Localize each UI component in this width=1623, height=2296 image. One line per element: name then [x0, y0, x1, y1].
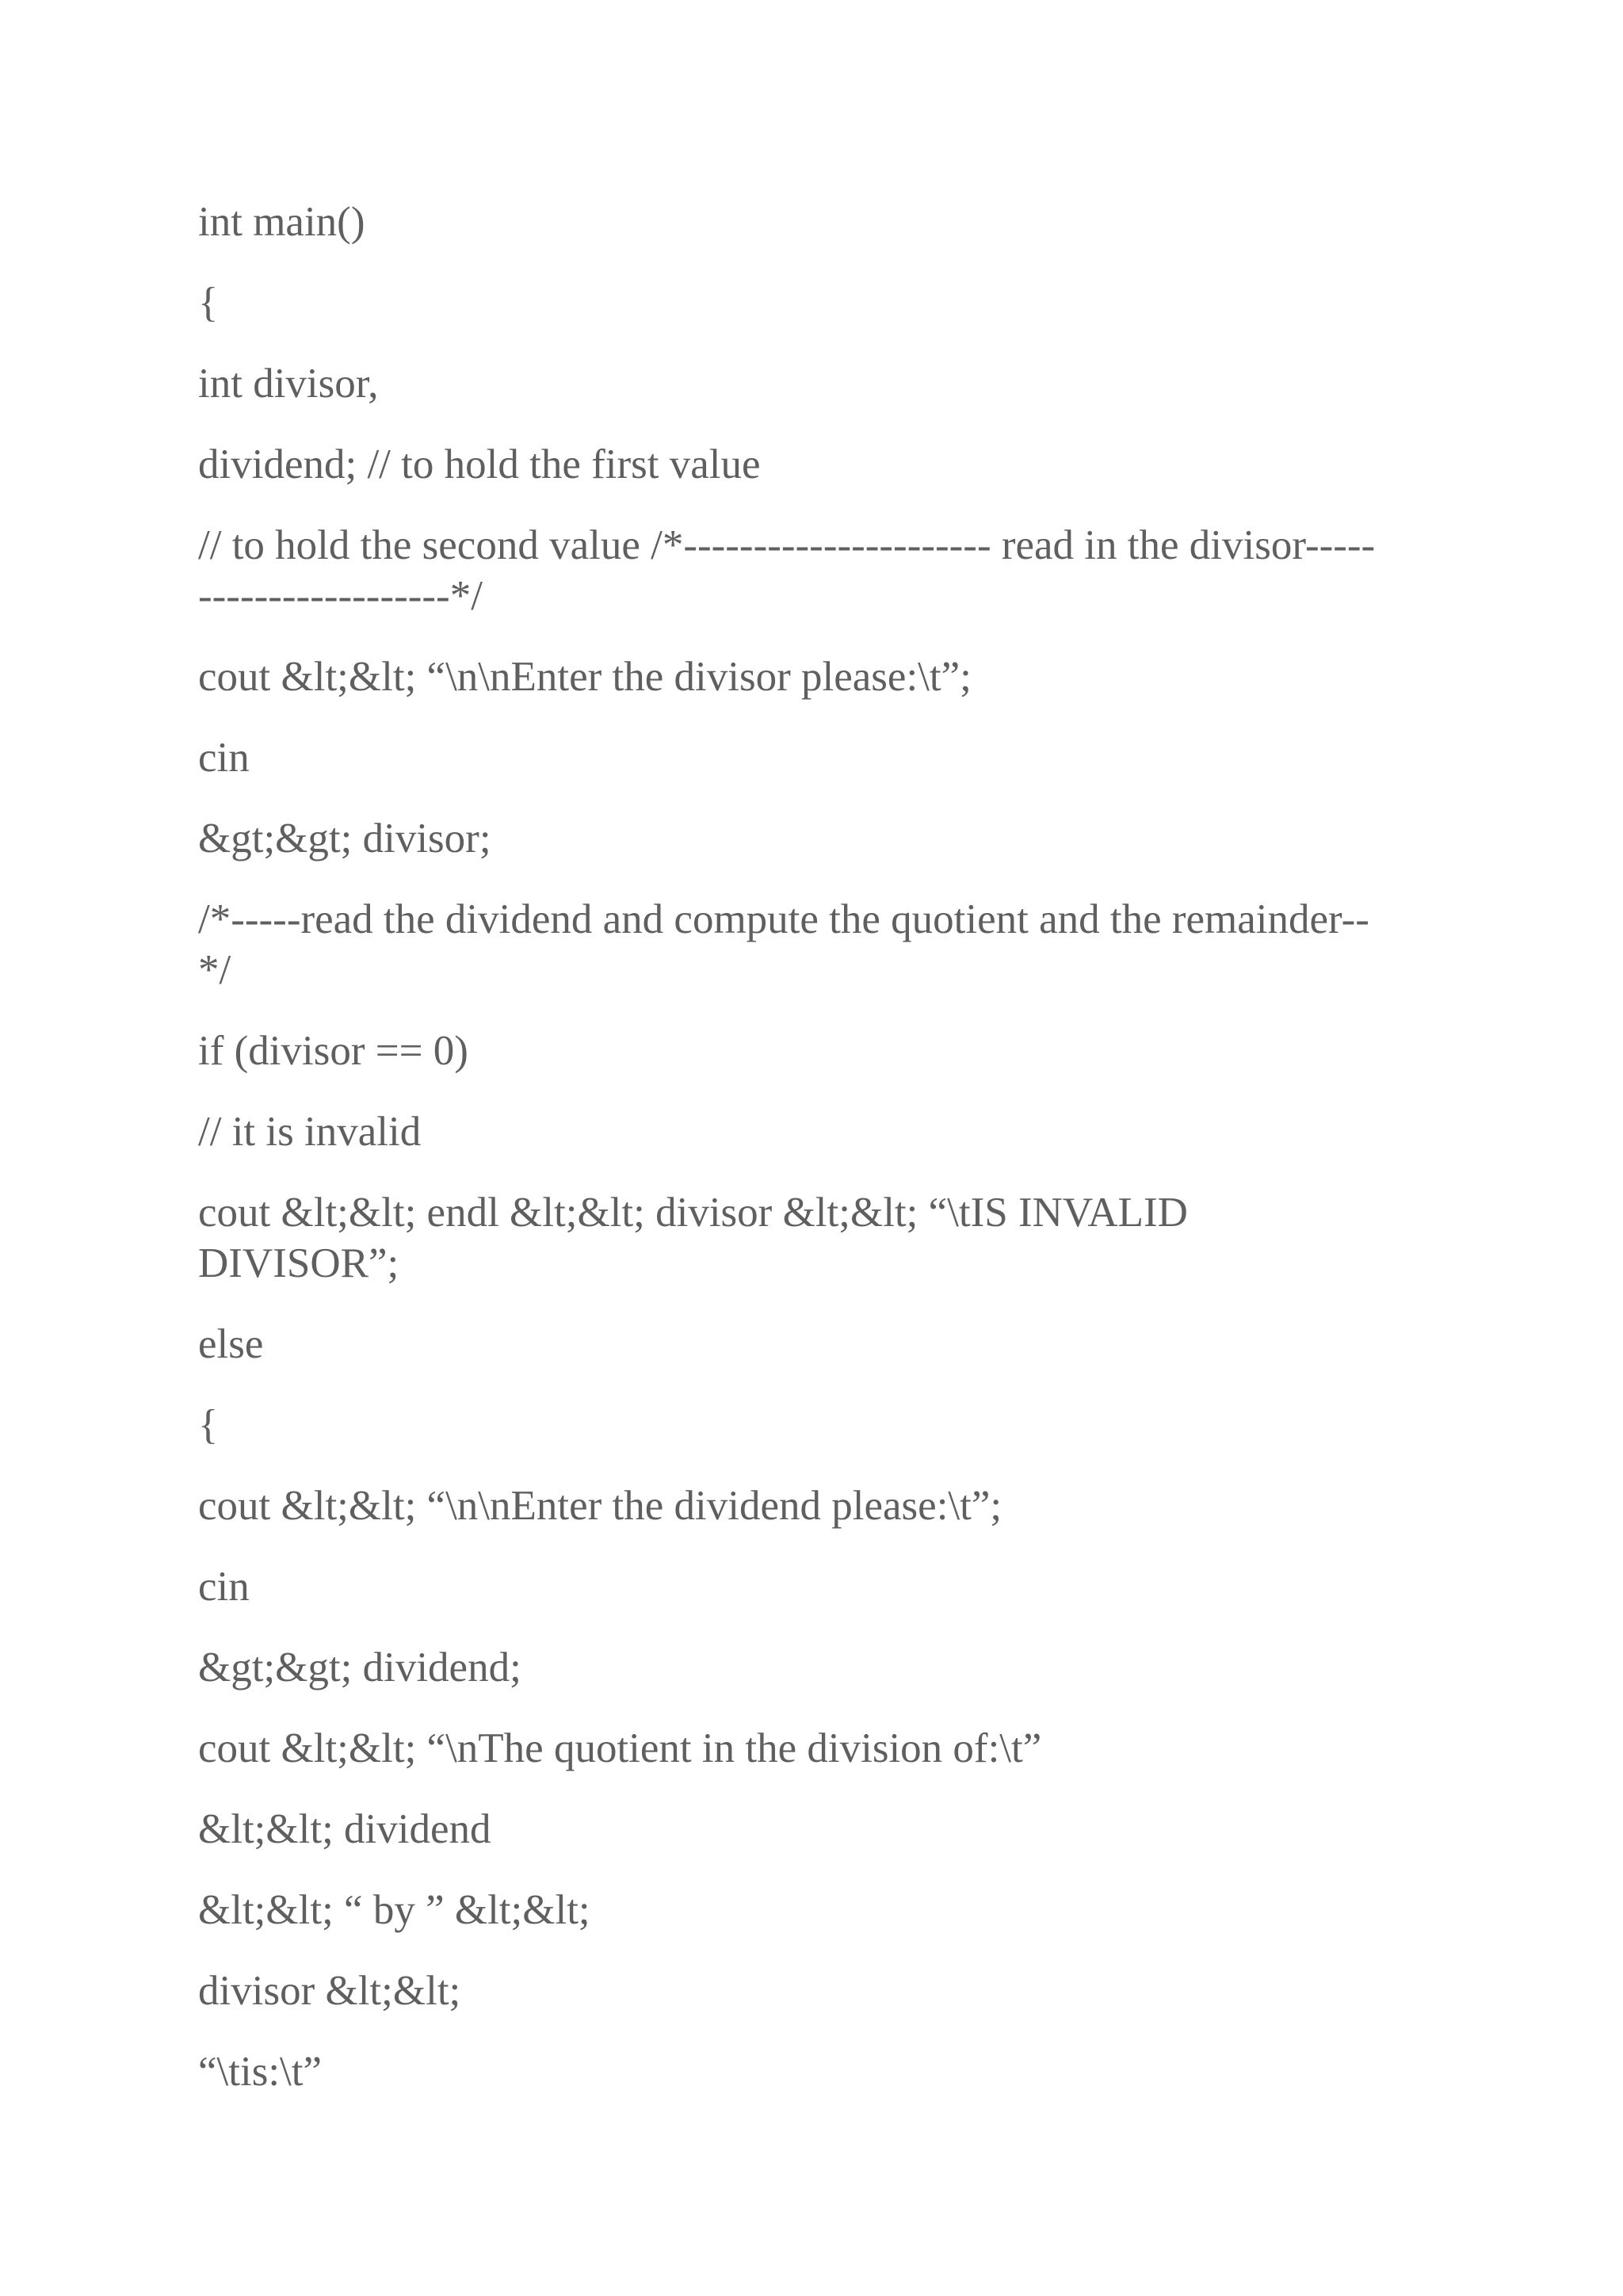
code-line: cin	[198, 1564, 250, 1610]
code-line: “\tis:\t”	[198, 2049, 323, 2095]
code-line: int divisor,	[198, 361, 379, 407]
code-line: else	[198, 1321, 264, 1367]
code-line: divisor &lt;&lt;	[198, 1968, 461, 2014]
code-line: cout &lt;&lt; “\nThe quotient in the division of:\t”	[198, 1725, 1042, 1771]
code-line: &gt;&gt; divisor;	[198, 816, 491, 861]
code-line: cout &lt;&lt; “\n\nEnter the dividend please:\t”;	[198, 1483, 1002, 1529]
document-body	[198, 197, 1434, 2127]
code-line: cin	[198, 735, 250, 781]
code-line: {	[198, 280, 219, 326]
code-line: cout &lt;&lt; endl &lt;&lt; divisor &lt;&lt; “\tIS INVALID DIVISOR”;	[198, 1190, 1188, 1286]
code-line: // it is invalid	[198, 1109, 422, 1155]
code-line: // to hold the second value /*---------------------- read in the divisor----- ------------------*/	[198, 522, 1376, 619]
code-line: /*-----read the dividend and compute the quotient and the remainder-- */	[198, 896, 1369, 993]
code-line: &lt;&lt; “ by ” &lt;&lt;	[198, 1887, 590, 1933]
code-line: dividend; // to hold the first value	[198, 441, 761, 487]
code-line: &lt;&lt; dividend	[198, 1806, 491, 1852]
code-line: int main()	[198, 199, 365, 245]
code-line: if (divisor == 0)	[198, 1028, 468, 1074]
code-line: {	[198, 1402, 219, 1448]
code-line: cout &lt;&lt; “\n\nEnter the divisor please:\t”;	[198, 654, 972, 700]
code-line: &gt;&gt; dividend;	[198, 1645, 521, 1690]
